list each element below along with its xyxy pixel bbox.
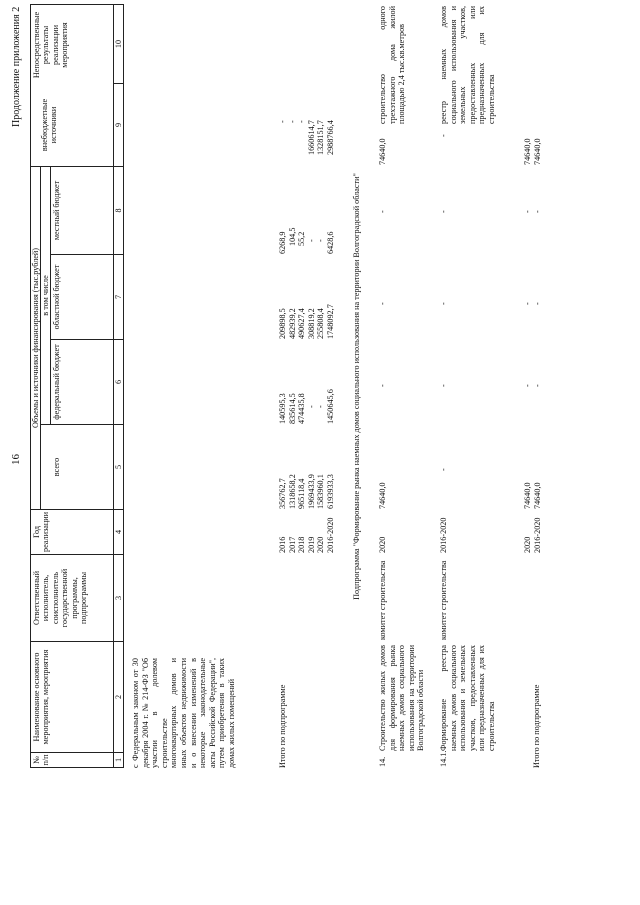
table-cell: 74640,0 (523, 482, 532, 509)
table-cell: 104,5 (287, 227, 297, 246)
colnum-5: 5 (114, 464, 123, 470)
header-local: местный бюджет (52, 180, 61, 241)
header-name: Наименование основного мероприятия, мероприятия (32, 649, 51, 745)
table-cell: 474435,8 (297, 393, 307, 424)
table-cell: - (297, 120, 307, 123)
header-results: Непосредственные результаты реализации мероприятия (32, 11, 70, 79)
table-cell: 2018 (297, 536, 307, 553)
colnum-9: 9 (114, 122, 123, 128)
total2-label: Итого по подпрограмме (532, 684, 541, 768)
table-cell: - (306, 405, 316, 408)
header-funding: Объемы и источники финансирования (тыс.рублей) (31, 247, 40, 429)
colnum-6: 6 (114, 379, 123, 385)
table-cell: 835614,5 (287, 393, 297, 424)
row14-extra: 74640,0 (378, 138, 387, 165)
table-cell: 6268,9 (278, 231, 287, 254)
total2-federal (523, 375, 542, 387)
row141-extra: - (439, 134, 448, 137)
colnum-4: 4 (114, 529, 123, 535)
table-cell: 1328151,7 (316, 120, 326, 155)
row141-year: 2016-2020 (439, 517, 448, 553)
vline-8 (30, 166, 124, 167)
header-regional: областной бюджет (52, 264, 61, 330)
header-federal: федеральный бюджет (52, 344, 61, 420)
row14-num: 14. (378, 756, 387, 767)
row14-name: Строительство жилых домов для формирования рынка наемных домов социального использования на территории Волгоградской области (378, 645, 426, 751)
table-cell: 255808,4 (316, 308, 326, 339)
vline-7 (50, 254, 124, 255)
row141-regional: - (439, 302, 448, 305)
table-cell: - (306, 239, 316, 242)
table-cell: 2017 (287, 536, 297, 553)
row141-local: - (439, 210, 448, 213)
table-cell: 1969433,9 (306, 474, 316, 509)
vline-6 (50, 339, 124, 340)
header-num: № п/п (32, 754, 51, 766)
total1-regional (278, 289, 336, 339)
vline-5 (40, 424, 124, 425)
table-cell: 209898,5 (278, 308, 287, 339)
header-extra: внебюджетные источники (40, 98, 59, 152)
vline-0 (30, 767, 124, 768)
colnum-7: 7 (114, 294, 123, 300)
table-cell: 1450645,6 (325, 389, 335, 424)
header-incl: в том числе (41, 275, 50, 316)
table-cell: 1583960,1 (316, 474, 326, 509)
table-cell: 74640,0 (532, 138, 542, 165)
total1-years (278, 513, 336, 553)
table-cell: 74640,0 (523, 138, 532, 165)
row141-federal: - (439, 384, 448, 387)
vline-2 (30, 641, 124, 642)
table-cell: 482939,2 (287, 308, 297, 339)
vline-4 (30, 509, 124, 510)
table-cell: 2016-2020 (325, 517, 335, 553)
row141-executor: комитет строительства (439, 560, 448, 640)
row14-total: 74640,0 (378, 482, 387, 509)
table-cell: 55,2 (297, 231, 307, 246)
total1-federal (278, 374, 336, 424)
table-cell: - (316, 239, 326, 242)
header-year: Год реализации (32, 512, 51, 553)
table-cell: 490627,4 (297, 308, 307, 339)
row14-federal: - (378, 384, 387, 387)
table-cell: 2020 (523, 536, 532, 553)
header-total: всего (52, 457, 61, 477)
row141-total: - (439, 468, 448, 471)
vline-10 (113, 83, 124, 84)
page-number: 16 (10, 454, 22, 465)
total2-regional (523, 293, 542, 305)
total2-extra (523, 125, 542, 165)
table-cell: - (316, 405, 326, 408)
table-cell: - (523, 210, 532, 213)
total1-local (278, 214, 336, 254)
table-cell: 2020 (316, 536, 326, 553)
colnum-10: 10 (114, 39, 123, 49)
table-cell: 308819,2 (306, 308, 316, 339)
table-cell: 2988766,4 (325, 120, 335, 155)
table-cell: - (532, 210, 542, 213)
table-cell: - (532, 384, 542, 387)
row14-executor: комитет строительства (378, 560, 387, 640)
colnum-1: 1 (114, 757, 123, 763)
total2-years (523, 513, 542, 553)
total1-extra (278, 110, 336, 165)
row14-result: строительство одного трехэтажного дома жилой площадью 2,4 тыс.кв.метров (378, 6, 407, 124)
table-cell: 6193933,3 (325, 474, 335, 509)
total2-local (523, 201, 542, 213)
table-cell: 2016-2020 (532, 517, 542, 553)
prev-row-text: с Федеральным законом от 30 декабря 2004 г. № 214-ФЗ "Об участии в долевом строительстве многоквартирных домов и иных объектов недвижимости и о внесении изменений в некоторые законодательные акты Российской Федерации", путем приобретения в таких домах жилых помещений (131, 658, 236, 768)
table-cell: 74640,0 (532, 482, 542, 509)
colnum-2: 2 (114, 694, 123, 700)
table-cell: - (523, 302, 532, 305)
table-cell: 965118,4 (297, 478, 307, 509)
colnum-3: 3 (114, 595, 123, 601)
table-cell: 6428,6 (325, 231, 335, 254)
vline-3 (30, 554, 124, 555)
table-cell: - (287, 120, 297, 123)
table-cell: 1748092,7 (325, 304, 335, 339)
table-cell: - (532, 302, 542, 305)
subprogram-title: Подпрограмма "Формирование рынка наемных домов социального использования на территории Волгоградской области" (352, 173, 361, 600)
row14-regional: - (378, 302, 387, 305)
colnum-8: 8 (114, 208, 123, 213)
total1-totals (278, 459, 336, 509)
row141-name: Формирование реестра наемных домов социального использования и земельных участков, предоставленных или предназначенных для их строительства (439, 645, 496, 751)
table-cell: 356762,7 (278, 478, 287, 509)
row141-num: 14.1. (439, 750, 448, 767)
vline-9 (30, 4, 124, 5)
table-cell: 140595,3 (278, 393, 287, 424)
table-cell: 1660614,7 (306, 120, 316, 155)
continuation-label: Продолжение приложения 2 (11, 6, 22, 127)
header-executor: Ответственный исполнитель, соисполнитель государственной программы, подпрограммы (32, 568, 89, 628)
row141-result: реестр наемных домов социального использования и земельных участков, предоставленных или предназначенных для их строительства (439, 6, 496, 124)
total2-totals (523, 469, 542, 509)
table-cell: - (523, 384, 532, 387)
total1-label: Итого по подпрограмме (278, 684, 287, 768)
row14-year: 2020 (378, 536, 387, 553)
row14-local: - (378, 210, 387, 213)
table-cell: 2016 (278, 536, 287, 553)
table-cell: 1318658,2 (287, 474, 297, 509)
table-cell: - (278, 120, 287, 123)
table-cell: 2019 (306, 536, 316, 553)
